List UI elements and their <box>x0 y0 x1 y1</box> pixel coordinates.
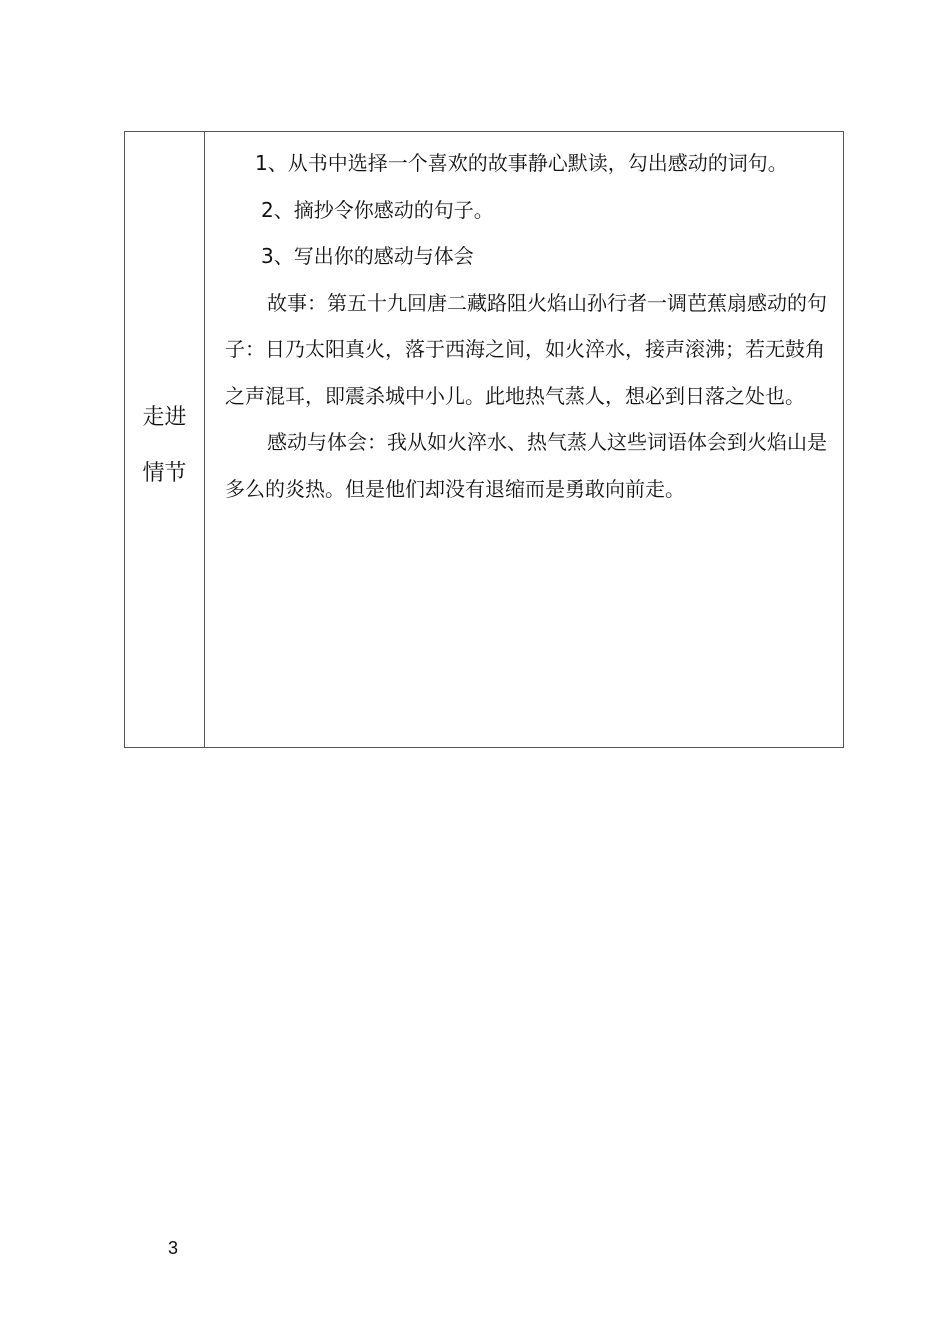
feeling-paragraph: 感动与体会：我从如火淬水、热气蒸人这些词语体会到火焰山是多么的炎热。但是他们却没有退缩而是勇敢向前走。 <box>225 430 827 501</box>
instruction-3: 3、写出你的感动与体会 <box>261 244 474 268</box>
instruction-2: 2、摘抄令你感动的句子。 <box>261 197 494 222</box>
instruction-1: 1、从书中选择一个喜欢的故事静心默读，勾出感动的词句。 <box>255 151 788 175</box>
section-label: 走进情节 <box>142 404 187 486</box>
worksheet-table <box>124 131 844 748</box>
page-number: 3 <box>168 1238 179 1258</box>
story-paragraph: 故事：第五十九回唐二藏路阻火焰山孙行者一调芭蕉扇感动的句子：日乃太阳真火，落于西海之间，如火淬水，接声滚沸；若无鼓角之声混耳，即震杀城中小儿。此地热气蒸人，想必到日落之处也。 <box>225 290 827 408</box>
column-divider <box>204 132 205 747</box>
content-cell <box>219 140 833 512</box>
section-label-cell <box>125 132 204 747</box>
